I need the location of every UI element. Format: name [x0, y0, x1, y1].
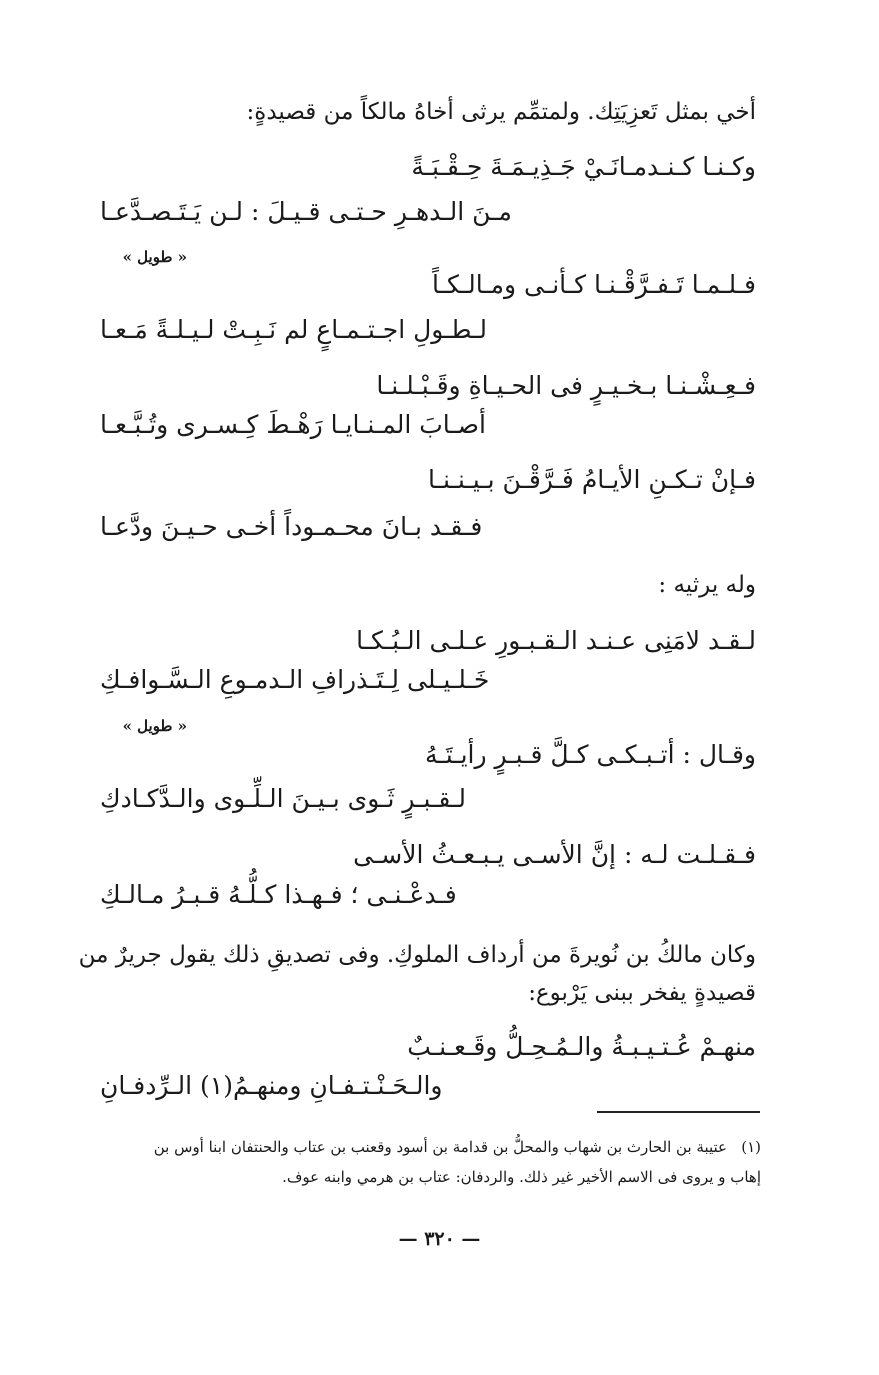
prose-line: قصيدةٍ يفخر ببنى يَرْبوع: [528, 980, 756, 1006]
verse-hemistich-second: فـقـد بـانَ محـمـوداً أخـى حـيـنَ ودَّعـا [100, 512, 483, 541]
verse-hemistich-first: فـعِـشْـنـا بـخـيـرٍ فى الحـيـاةِ وقَـبْـلـنـا [376, 371, 756, 400]
verse-hemistich-second: خَـلـيـلى لِـتَـذرافِ الـدمـوعِ الـسَّـوافـكِ [100, 665, 490, 694]
verse-hemistich-first: منهـمْ عُـتـيـبـةُ والـمُـحِـلُّ وقَـعـنـبٌ [407, 1032, 756, 1061]
footnote-separator [597, 1111, 760, 1113]
footnote-number: (١) [741, 1138, 761, 1156]
verse-hemistich-first: وكـنـا كـنـدمـانَـيْ جَـذِيـمَـةَ حِـقْـبَـةً [411, 152, 756, 181]
prose-line: وكان مالكُ بن نُويرةَ من أرداف الملوكِ. وفى تصديقِ ذلك يقول جريرٌ من [78, 942, 756, 968]
verse-hemistich-second: لـقـبـرٍ ثَـوى بـيـنَ الـلِّـوى والـدَّكـادكِ [100, 784, 466, 813]
verse-hemistich-first: فـقـلـت لـه : إنَّ الأسـى يـبـعـثُ الأسـى [353, 840, 756, 869]
meter-label: « طويل » [122, 248, 187, 266]
verse-hemistich-second: والـحَـنْـتـفـانِ ومنهـمُ(١) الـرِّدفـانِ [100, 1071, 443, 1100]
verse-hemistich-second: مـنَ الـدهـرِ حـتـى قـيـلَ : لـن يَـتَـصـدَّعـا [100, 197, 512, 226]
section-connector: وله يرثيه : [658, 572, 756, 598]
page-number: — ٣٢٠ — [398, 1228, 481, 1250]
verse-hemistich-first: لـقـد لامَنِى عـنـد الـقـبـورِ عـلـى الـبُـكـا [356, 626, 756, 655]
verse-hemistich-first: فـإنْ تـكـنِ الأيـامُ فَـرَّقْـنَ بـيـنـنـا [428, 465, 756, 494]
verse-hemistich-second: أصـابَ المـنـايـا رَهْـطَ كِـسـرى وتُـبَّـعـا [100, 410, 486, 439]
verse-hemistich-second: فـدعْـنـى ؛ فـهـذا كـلُّـهُ قـبـرُ مـالـكِ [100, 880, 457, 909]
meter-label: « طويل » [122, 717, 187, 735]
footnote-line: عتيبة بن الحارث بن شهاب والمحلُّ بن قدامة بن أسود وقعنب بن عتاب والحنتفان ابنا أوس بن [153, 1138, 727, 1156]
verse-hemistich-first: وقـال : أتـبـكـى كـلَّ قـبـرٍ رأيـتَـهُ [424, 740, 756, 769]
intro-line: أخي بمثل تَعزِيَتِك. ولمتمِّم يرثى أخاهُ مالكاً من قصيدةٍ: [246, 99, 756, 125]
verse-hemistich-second: لـطـولِ اجـتـمـاعٍ لم نَـبِـتْ لـيـلـةً مَـعـا [100, 315, 487, 344]
footnote-line: إهاب و يروى فى الاسم الأخير غير ذلك. والردفان: عتاب بن هرمي وابنه عوف. [282, 1168, 761, 1186]
verse-hemistich-first: فـلـمـا تَـفـرَّقْـنـا كـأنـى ومـالـكـاً [432, 270, 756, 299]
